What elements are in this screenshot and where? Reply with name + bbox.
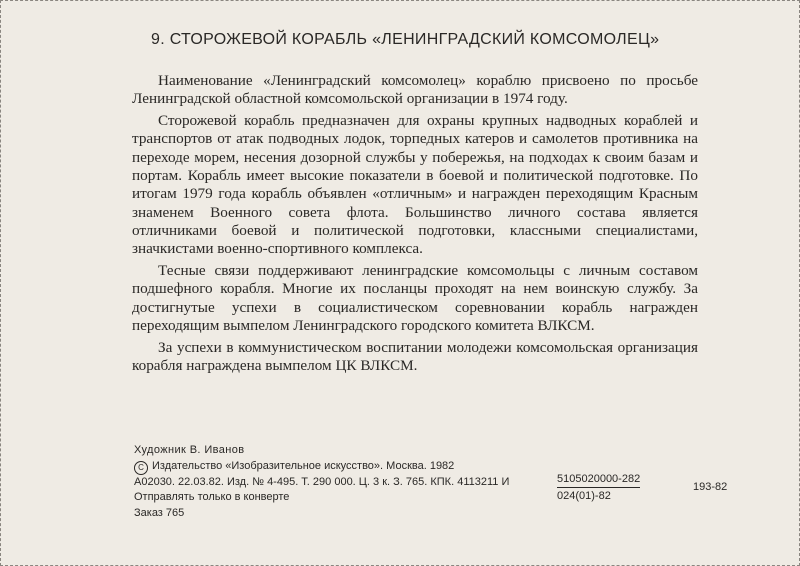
paragraph-4: За успехи в коммунистическом воспитании молодежи комсомольская организация корабля награждена вымпелом ЦК ВЛКСМ. bbox=[132, 338, 698, 374]
imprint-block bbox=[134, 443, 509, 522]
page-title: 9. СТОРОЖЕВОЙ КОРАБЛЬ «ЛЕНИНГРАДСКИЙ КОМСОМОЛЕЦ» bbox=[151, 31, 660, 48]
publisher-text: Издательство «Изобразительное искусство». Москва. 1982 bbox=[152, 459, 455, 472]
paragraph-2: Сторожевой корабль предназначен для охраны крупных надводных кораблей и транспортов от атак подводных лодок, торпедных катеров и самолетов противника на переходе морем, несения дозорной службы у побережья, на подходах к своим базам и портам. Корабль имеет высокие показатели в боевой и политической подготовке. По итогам 1979 года корабль объявлен «отличным» и награжден переходящим Красным знаменем Военного совета флота. Большинство личного состава является отличниками боевой и политической подготовки, классными специалистами, значкистами военно-спортивного комплекса. bbox=[132, 112, 698, 258]
description-text bbox=[132, 72, 698, 379]
envelope-note: Отправлять только в конверте bbox=[134, 491, 290, 504]
artist-credit: Художник В. Иванов bbox=[134, 444, 245, 456]
paragraph-3: Тесные связи поддерживают ленинградские комсомольцы с личным составом подшефного корабля. Многие их посланцы проходят на нем воинскую службу. За достигнутые успехи в социалистическом соревновании корабль награжден переходящим вымпелом Ленинградского городского комитета ВЛКСМ. bbox=[132, 261, 698, 334]
index-side: 193-82 bbox=[693, 481, 728, 493]
order-number: Заказ 765 bbox=[134, 507, 185, 520]
copyright-icon: C bbox=[134, 461, 148, 475]
index-denominator: 024(01)-82 bbox=[557, 490, 611, 502]
paragraph-1: Наименование «Ленинградский комсомолец» кораблю присвоено по просьбе Ленинградской областной комсомольской организации в 1974 году. bbox=[132, 72, 698, 108]
print-info: А02030. 22.03.82. Изд. № 4-495. Т. 290 000. Ц. 3 к. З. 765. КПК. 4113211 И bbox=[134, 475, 510, 488]
catalog-index bbox=[557, 472, 728, 503]
publisher-line bbox=[134, 459, 509, 475]
index-numerator: 5105020000-282 bbox=[557, 472, 640, 488]
